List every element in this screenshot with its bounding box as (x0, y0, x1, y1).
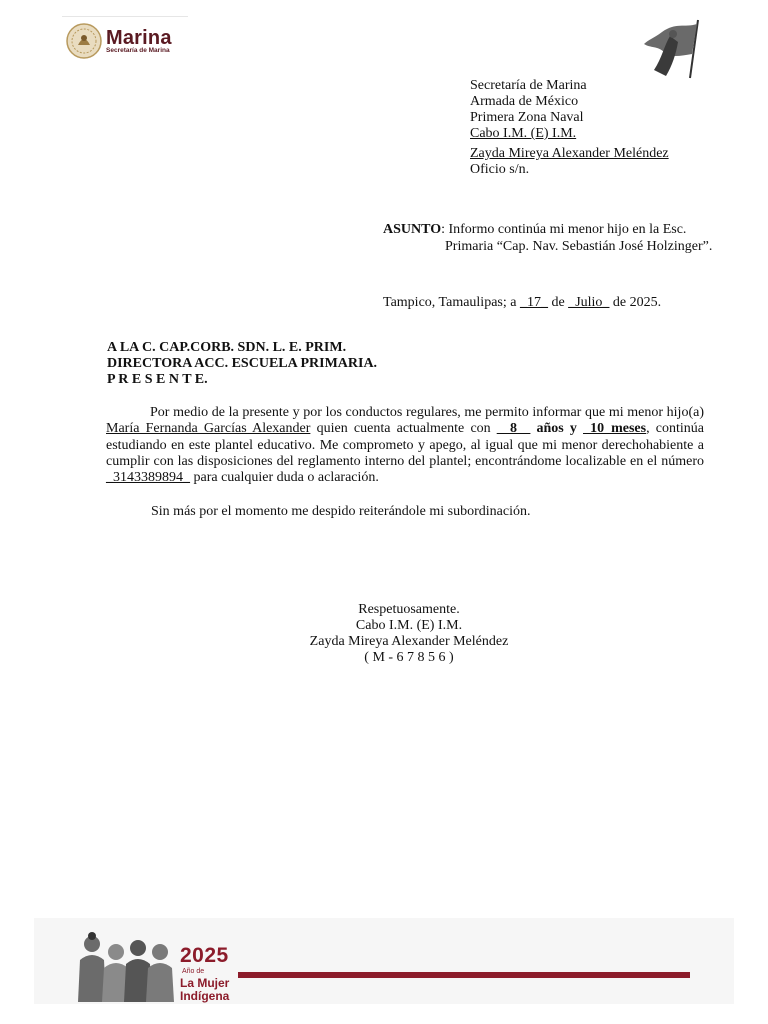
sender-navy: Armada de México (470, 94, 579, 109)
footer-motto-line-1: La Mujer (180, 976, 230, 990)
child-months: _10_meses (583, 421, 647, 437)
logo-title: Marina (106, 27, 172, 49)
child-name: María Fernanda Garcías Alexander (106, 421, 311, 437)
years-label: años y (530, 421, 584, 437)
asunto-text-2: Primaria “Cap. Nav. Sebastián José Holzinger”. (445, 239, 713, 254)
asunto-label: ASUNTO (383, 222, 442, 237)
marina-logo (62, 16, 188, 67)
sender-name: Zayda Mireya Alexander Meléndez (470, 146, 669, 161)
sender-oficio: Oficio s/n. (470, 162, 530, 177)
logo-subtitle: Secretaría de Marina (106, 47, 170, 54)
phone-number: _3143389894_ (106, 470, 190, 486)
footer-year-caption: Año de (182, 968, 205, 975)
date-day: _17_ (519, 295, 548, 310)
date-line (383, 295, 661, 311)
closing-name: Zayda Mireya Alexander Meléndez (309, 634, 509, 649)
child-years: _ 8 _ (496, 421, 531, 437)
body-text-d: para cualquier duda o aclaración. (190, 470, 379, 486)
footer-year: 2025 (180, 944, 229, 967)
recipient-line-3: P R E S E N T E. (107, 372, 208, 387)
flag-emblem-icon (640, 18, 706, 80)
date-suffix: de 2025. (609, 295, 662, 310)
sender-zone: Primera Zona Naval (470, 110, 584, 125)
closing-rank: Cabo I.M. (E) I.M. (355, 618, 463, 633)
body-text-a: Por medio de la presente y por los conductos regulares, me permito informar que mi menor hijo(a) (150, 405, 704, 420)
indigenous-women-illustration-icon (72, 930, 178, 1002)
national-seal-icon (66, 23, 102, 59)
footer-motto-line-2: Indígena (180, 989, 230, 1003)
closing-paragraph: Sin más por el momento me despido reiterándole mi subordinación. (151, 504, 531, 519)
sender-rank: Cabo I.M. (E) I.M. (470, 126, 577, 141)
date-mid: de (547, 295, 569, 310)
closing-id: ( M - 6 7 8 5 6 ) (364, 650, 454, 665)
asunto-line (383, 222, 686, 238)
recipient-line-2: DIRECTORA ACC. ESCUELA PRIMARIA. (107, 356, 378, 371)
closing-respectfully: Respetuosamente. (358, 602, 460, 617)
body-text-b: quien cuenta actualmente con (310, 421, 497, 437)
date-month: _Julio_ (568, 295, 610, 310)
footer-divider-bar (238, 972, 690, 978)
asunto-text-1: : Informo continúa mi menor hijo en la Esc. (441, 222, 687, 237)
body-paragraph (106, 405, 704, 486)
body-text-c: , continúa estudiando en este plantel educativo. Me comprometo y apego, al igual que mi menor derechohabiente a cumplir con las disposiciones del reglamento interno del plantel; encontrándome localizable en el número (106, 421, 704, 469)
date-prefix: Tampico, Tamaulipas; a (383, 295, 520, 310)
footer-banner (34, 918, 734, 1004)
recipient-line-1: A LA C. CAP.CORB. SDN. L. E. PRIM. (107, 340, 347, 355)
sender-department: Secretaría de Marina (470, 78, 587, 93)
